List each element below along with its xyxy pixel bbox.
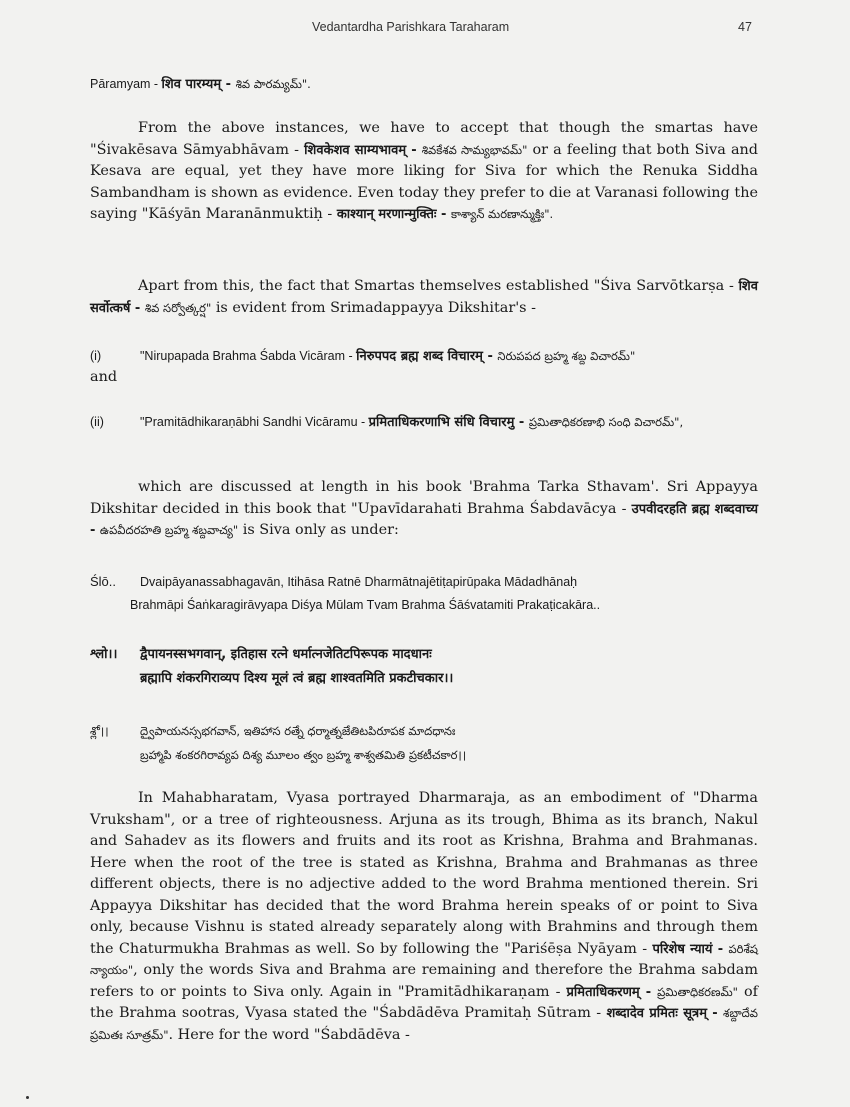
devanagari-term: निरुपपद ब्रह्म शब्द विचारम् - bbox=[356, 349, 498, 364]
telugu-term: నిరుపపద బ్రహ్మ శబ్ద విచారమ్" bbox=[497, 349, 636, 363]
scan-speck bbox=[26, 1096, 29, 1099]
telugu-term: ఉపవీదరహతి బ్రహ్మ శబ్దవాచ్య" bbox=[99, 523, 239, 537]
paragraph-text: is Siva only as under: bbox=[238, 522, 399, 538]
sloka-line: బ్రహ్మాపి శంకరగిరావ్యప దిశ్య మూలం త్వం బ్రహ్మ శాశ్వతమితి ప్రకటీచకార।। bbox=[140, 748, 467, 762]
telugu-term: ప్రమితాధికరణాభి సంధి విచారమ్", bbox=[528, 415, 684, 429]
paragraph-text: is evident from Srimadappayya Dikshitar's - bbox=[211, 299, 536, 316]
paragraph-mahabharatam bbox=[90, 788, 758, 1046]
devanagari-term: परिशेष न्यायं - bbox=[652, 941, 729, 957]
telugu-term: కాశ్యాన్ మరణాన్ముక్తిః". bbox=[450, 207, 554, 221]
telugu-term: ప్రమితాధికరణమ్" bbox=[657, 984, 738, 999]
sloka-devanagari bbox=[90, 644, 760, 694]
devanagari-term: शिव सर्वोत्कर्ष - bbox=[90, 279, 758, 316]
telugu-term: శివ పారమ్యమ్". bbox=[235, 77, 311, 91]
telugu-term: శివకేశవ సామ్యభావమ్" bbox=[421, 142, 528, 157]
roman-term: "Pramitādhikaraṇābhi Sandhi Vicāramu - bbox=[140, 415, 369, 429]
devanagari-term: प्रमिताधिकरणाभि संधि विचारमु - bbox=[368, 415, 529, 430]
paragraph-apart bbox=[90, 276, 758, 319]
roman-term: "Nirupapada Brahma Śabda Vicāram - bbox=[140, 349, 357, 363]
sloka-line: ద్వైపాయనస్సభగవాన్, ఇతిహాస రత్నే ధర్మాత్నజేతిటపిరూపక మాదధానః bbox=[140, 724, 456, 738]
devanagari-term: प्रमिताधिकरणम् - bbox=[566, 984, 658, 1000]
paragraph-text: of the Brahma sootras, Vyasa stated the "Śabdādēva Pramitaḥ Sūtram - bbox=[90, 983, 758, 1021]
devanagari-term: शिव पारम्यम् - bbox=[161, 77, 236, 92]
sloka-line: द्वैपायनस्सभगवान्, इतिहास रत्ने धर्मात्नजेतिटपिरूपक मादधानः bbox=[140, 647, 432, 662]
telugu-term: శబ్దాదేవ ప్రమితః సూత్రమ్" bbox=[90, 1006, 758, 1042]
sloka-roman bbox=[90, 571, 760, 617]
paragraph-text: Apart from this, the fact that Smartas themselves established "Śiva Sarvōtkarṣa - bbox=[138, 278, 739, 294]
paragraph-paramyam bbox=[90, 74, 758, 96]
paragraph-text: In Mahabharatam, Vyasa portrayed Dharmaraja, as an embodiment of "Dharma Vruksham", or a tree of righteousness. Arjuna as its trough, Bhima as its branch, Nakul and Sahadev as its flowers and fruits and its root as Krishna, Brahma and Brahmanas. Here when the root of the tree is stated as Krishna, Brahma and Brahmanas as three different objects, there is no adjective added to the word Brahma mentioned therein. Sri Appayya Dikshitar has decided that the word Brahma herein speaks of or point to Siva only, because Vishnu is stated already separately along with Brahmins and through them the Chaturmukha Brahmas as well. So by following the "Pariśēṣa Nyāyam - bbox=[90, 790, 758, 957]
paragraph-discussed bbox=[90, 477, 758, 542]
list-text bbox=[140, 412, 760, 433]
devanagari-term: काश्यान् मरणान्मुक्तिः - bbox=[336, 207, 451, 222]
devanagari-term: शब्दादेव प्रमितः सूत्रम् - bbox=[606, 1006, 724, 1021]
and-text: and bbox=[90, 369, 118, 385]
sloka-label: Ślō.. bbox=[90, 574, 117, 589]
paragraph-text: or a feeling that both Siva and Kesava are equal, yet they have more liking for Siva for which the Renuka Siddha Sambandham is shown as evidence. Even today they prefer to die at Varanasi following the saying "Kāśyān Maranānmuktiḥ - bbox=[90, 141, 759, 222]
sloka-telugu bbox=[90, 720, 760, 770]
sloka-label: श्लो।। bbox=[90, 647, 118, 662]
devanagari-term: शिवकेशव साम्यभावम् - bbox=[304, 142, 422, 158]
running-header bbox=[0, 20, 850, 38]
paragraph-smartas bbox=[90, 118, 758, 226]
sloka-line: Brahmāpi Śaṅkaragirāvyapa Diśya Mūlam Tvam Brahma Śāśvatamiti Prakaṭicakāra.. bbox=[130, 598, 601, 612]
paragraph-text: From the above instances, we have to accept that though the smartas have "Śivakēsava Sāmyabhāvam - bbox=[90, 120, 758, 158]
paragraph-text: , only the words Siva and Brahma are remaining and therefore the Brahma sabdam refers to or points to Siva only. Again in "Pramitādhikaraṇam - bbox=[90, 962, 758, 1000]
sloka-line: ब्रह्मापि शंकरगिराव्यप दिश्य मूलं त्वं ब्रह्म शाश्वतमिति प्रकटीचकार।। bbox=[140, 671, 454, 686]
sloka-label: శ్లో।। bbox=[90, 724, 109, 738]
paragraph-text: . Here for the word "Śabdādēva - bbox=[168, 1026, 410, 1043]
header-title: Vedantardha Parishkara Taraharam bbox=[312, 20, 510, 34]
roman-term: Pāramyam - bbox=[90, 77, 162, 91]
paragraph-text: which are discussed at length in his book 'Brahma Tarka Sthavam'. Sri Appayya Dikshitar decided in this book that "Upavīdarahati Brahma Śabdavācya - bbox=[90, 479, 758, 517]
telugu-term: పరిశేష న్యాయం" bbox=[90, 941, 758, 977]
list-number: (i) bbox=[90, 349, 102, 363]
telugu-term: శివ సర్వోత్కర్ష" bbox=[144, 300, 212, 315]
page-number: 47 bbox=[738, 20, 752, 34]
sloka-line: Dvaipāyanassabhagavān, Itihāsa Ratnē Dharmātnajētiṭapirūpaka Mādadhānaḥ bbox=[140, 575, 578, 589]
devanagari-term: उपवीदरहति ब्रह्म शब्दवाच्य - bbox=[90, 501, 758, 538]
list-number: (ii) bbox=[90, 415, 104, 429]
list-text bbox=[140, 346, 760, 367]
